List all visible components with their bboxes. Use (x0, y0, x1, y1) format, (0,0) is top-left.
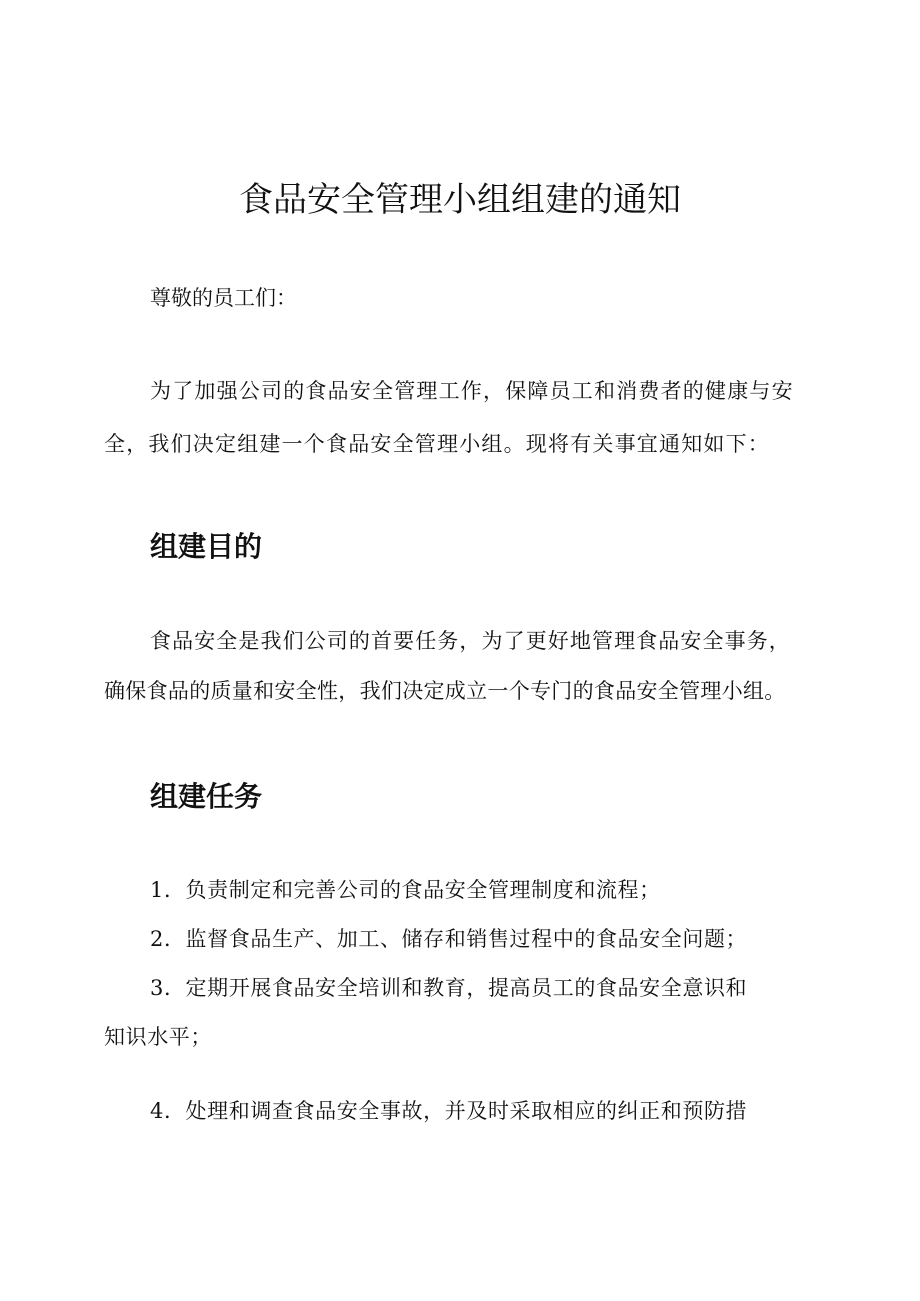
section-heading-purpose: 组建目的 (150, 530, 263, 563)
greeting: 尊敬的员工们： (150, 286, 297, 310)
section-heading-tasks: 组建任务 (150, 780, 263, 813)
document-title: 食品安全管理小组组建的通知 (239, 180, 681, 220)
task-item-3-line-1: 3．定期开展食品安全培训和教育，提高员工的食品安全意识和 (150, 976, 748, 1000)
task-item-4: 4．处理和调查食品安全事故，并及时采取相应的纠正和预防措 (150, 1099, 748, 1123)
intro-paragraph-line-2: 全，我们决定组建一个食品安全管理小组。现将有关事宜通知如下： (104, 432, 770, 456)
purpose-paragraph-line-2: 确保食品的质量和安全性，我们决定成立一个专门的食品安全管理小组。 (104, 679, 786, 703)
task-item-1: 1．负责制定和完善公司的食品安全管理制度和流程； (150, 878, 661, 902)
task-item-3-line-2: 知识水平； (104, 1025, 212, 1049)
intro-paragraph-line-1: 为了加强公司的食品安全管理工作，保障员工和消费者的健康与安 (150, 379, 794, 403)
task-item-2: 2．监督食品生产、加工、储存和销售过程中的食品安全问题； (150, 927, 748, 951)
purpose-paragraph-line-1: 食品安全是我们公司的首要任务，为了更好地管理食品安全事务， (150, 629, 791, 653)
